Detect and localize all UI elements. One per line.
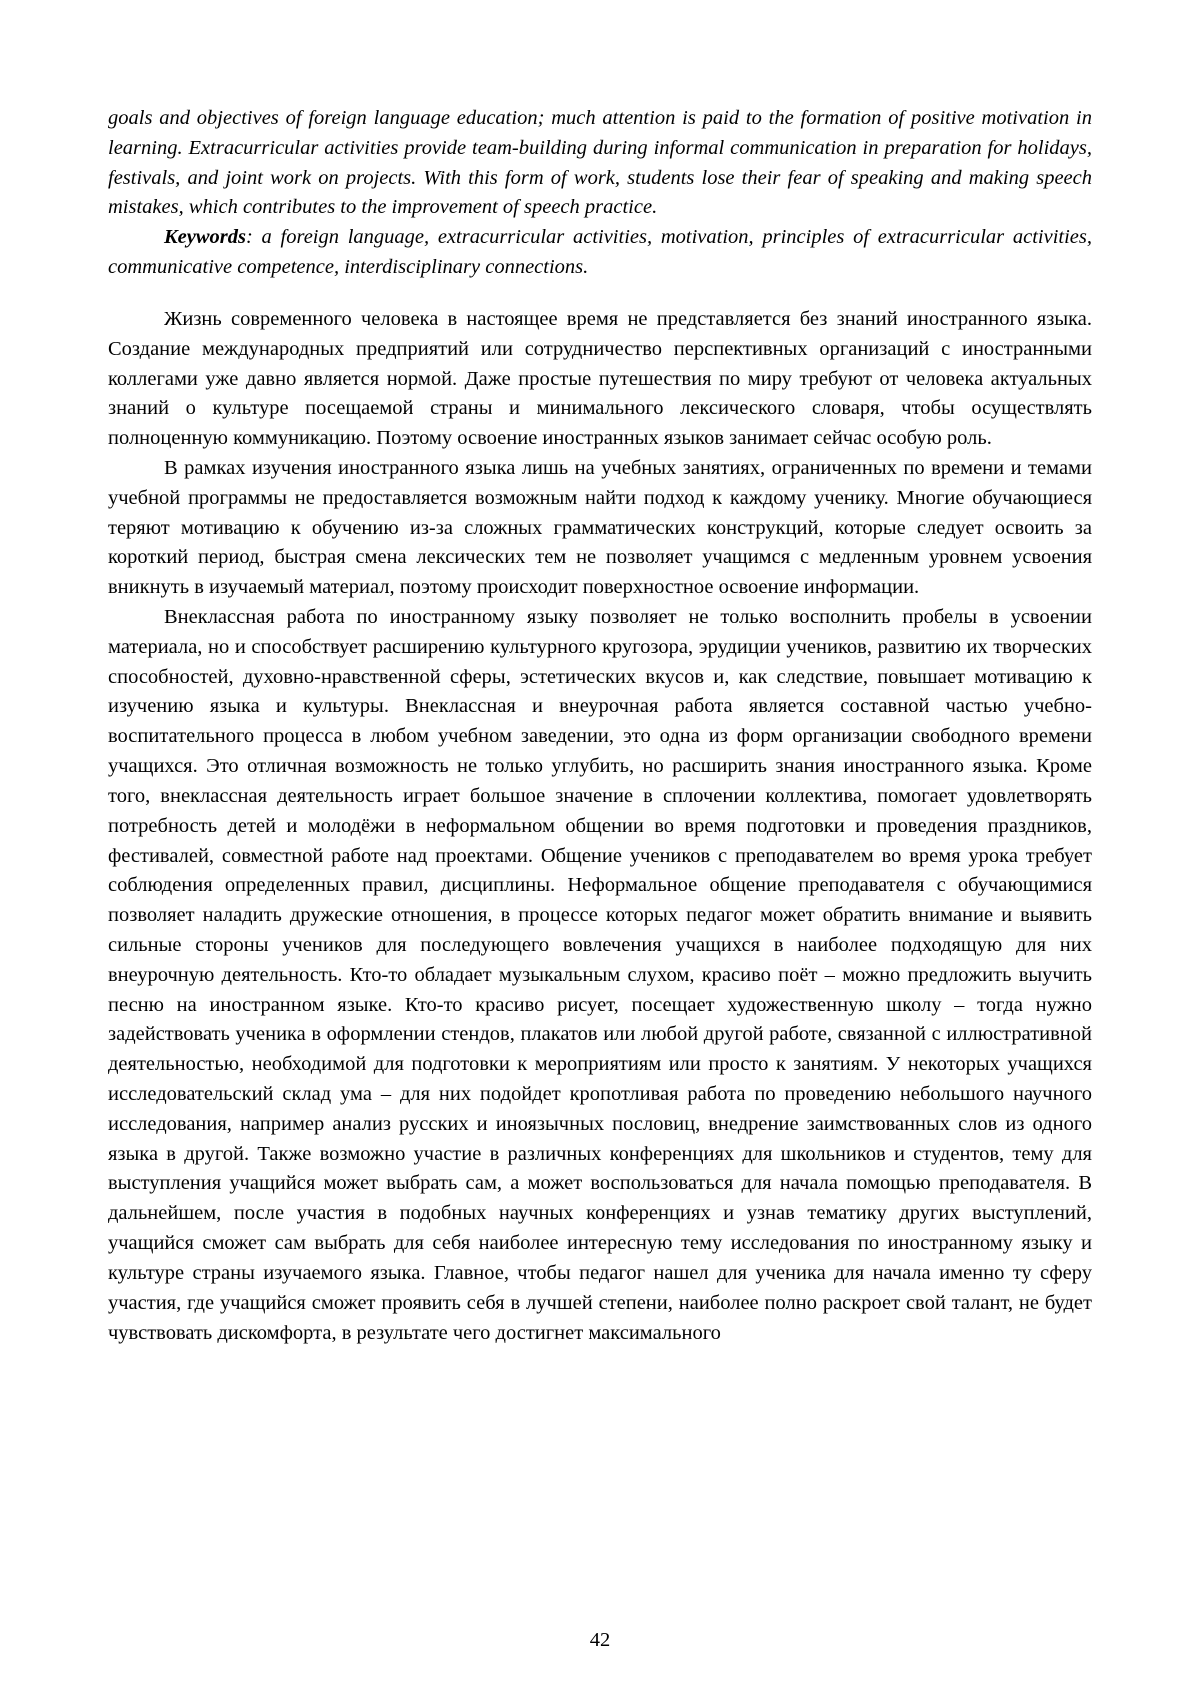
body-section <box>108 305 1092 1348</box>
body-paragraph-1: Жизнь современного человека в настоящее время не представляется без знаний иностранного языка. Создание международных предприятий или сотрудничество перспективных организаций с иностранными коллегами уже давно является нормой. Даже простые путешествия по миру требуют от человека актуальных знаний о культуре посещаемой страны и минимального лексического словаря, чтобы осуществлять полноценную коммуникацию. Поэтому освоение иностранных языков занимает сейчас особую роль. <box>108 307 1092 450</box>
keywords-text: : a foreign language, extracurricular activities, motivation, principles of extracurricular activities, communicative competence, interdisciplinary connections. <box>108 226 1092 279</box>
keywords-label: Keywords <box>164 226 246 249</box>
keywords-paragraph <box>108 223 1092 283</box>
page-number: 42 <box>589 1629 611 1651</box>
abstract-text: goals and objectives of foreign language education; much attention is paid to the formation of positive motivation in learning. Extracurricular activities provide team-building during informal communication in preparation for holidays, festivals, and joint work on projects. With this form of work, students lose their fear of speaking and making speech mistakes, which contributes to the improvement of speech practice. <box>108 107 1092 219</box>
body-paragraph-3: Внеклассная работа по иностранному языку позволяет не только восполнить пробелы в усвоении материала, но и способствует расширению культурного кругозора, эрудиции учеников, развитию их творческих способностей, духовно-нравственной сферы, эстетических вкусов и, как следствие, повышает мотивацию к изучению языка и культуры. Внеклассная и внеурочная работа является составной частью учебно-воспитательного процесса в любом учебном заведении, это одна из форм организации свободного времени учащихся. Это отличная возможность не только углубить, но расширить знания иностранного языка. Кроме того, внеклассная деятельность играет большое значение в сплочении коллектива, помогает удовлетворять потребность детей и молодёжи в неформальном общении во время подготовки и проведения праздников, фестивалей, совместной работе над проектами. Общение учеников с преподавателем во время урока требует соблюдения определенных правил, дисциплины. Неформальное общение преподавателя с обучающимися позволяет наладить дружеские отношения, в процессе которых педагог может обратить внимание и выявить сильные стороны учеников для последующего вовлечения учащихся в наиболее подходящую для них внеурочную деятельность. Кто-то обладает музыкальным слухом, красиво поёт – можно предложить выучить песню на иностранном языке. Кто-то красиво рисует, посещает художественную школу – тогда нужно задействовать ученика в оформлении стендов, плакатов или любой другой работе, связанной с иллюстративной деятельностью, необходимой для подготовки к мероприятиям или просто к занятиям. У некоторых учащихся исследовательский склад ума – для них подойдет кропотливая работа по проведению небольшого научного исследования, например анализ русских и иноязычных пословиц, внедрение заимствованных слов из одного языка в другой. Также возможно участие в различных конференциях для школьников и студентов, тему для выступления учащийся может выбрать сам, а может воспользоваться для начала помощью преподавателя. В дальнейшем, после участия в подобных научных конференциях и узнав тематику других выступлений, учащийся сможет сам выбрать для себя наиболее интересную тему исследования по иностранному языку и культуре страны изучаемого языка. Главное, чтобы педагог нашел для ученика для начала именно ту сферу участия, где учащийся сможет проявить себя в лучшей степени, наиболее полно раскроет свой талант, не будет чувствовать дискомфорта, в результате чего достигнет максимального <box>108 606 1092 1344</box>
abstract-section <box>108 104 1092 283</box>
body-paragraph-2: В рамках изучения иностранного языка лишь на учебных занятиях, ограниченных по времени и темами учебной программы не предоставляется возможным найти подход к каждому ученику. Многие обучающиеся теряют мотивацию к обучению из-за сложных грамматических конструкций, которые следует освоить за короткий период, быстрая смена лексических тем не позволяет учащимся с медленным уровнем усвоения вникнуть в изучаемый материал, поэтому происходит поверхностное освоение информации. <box>108 456 1092 599</box>
